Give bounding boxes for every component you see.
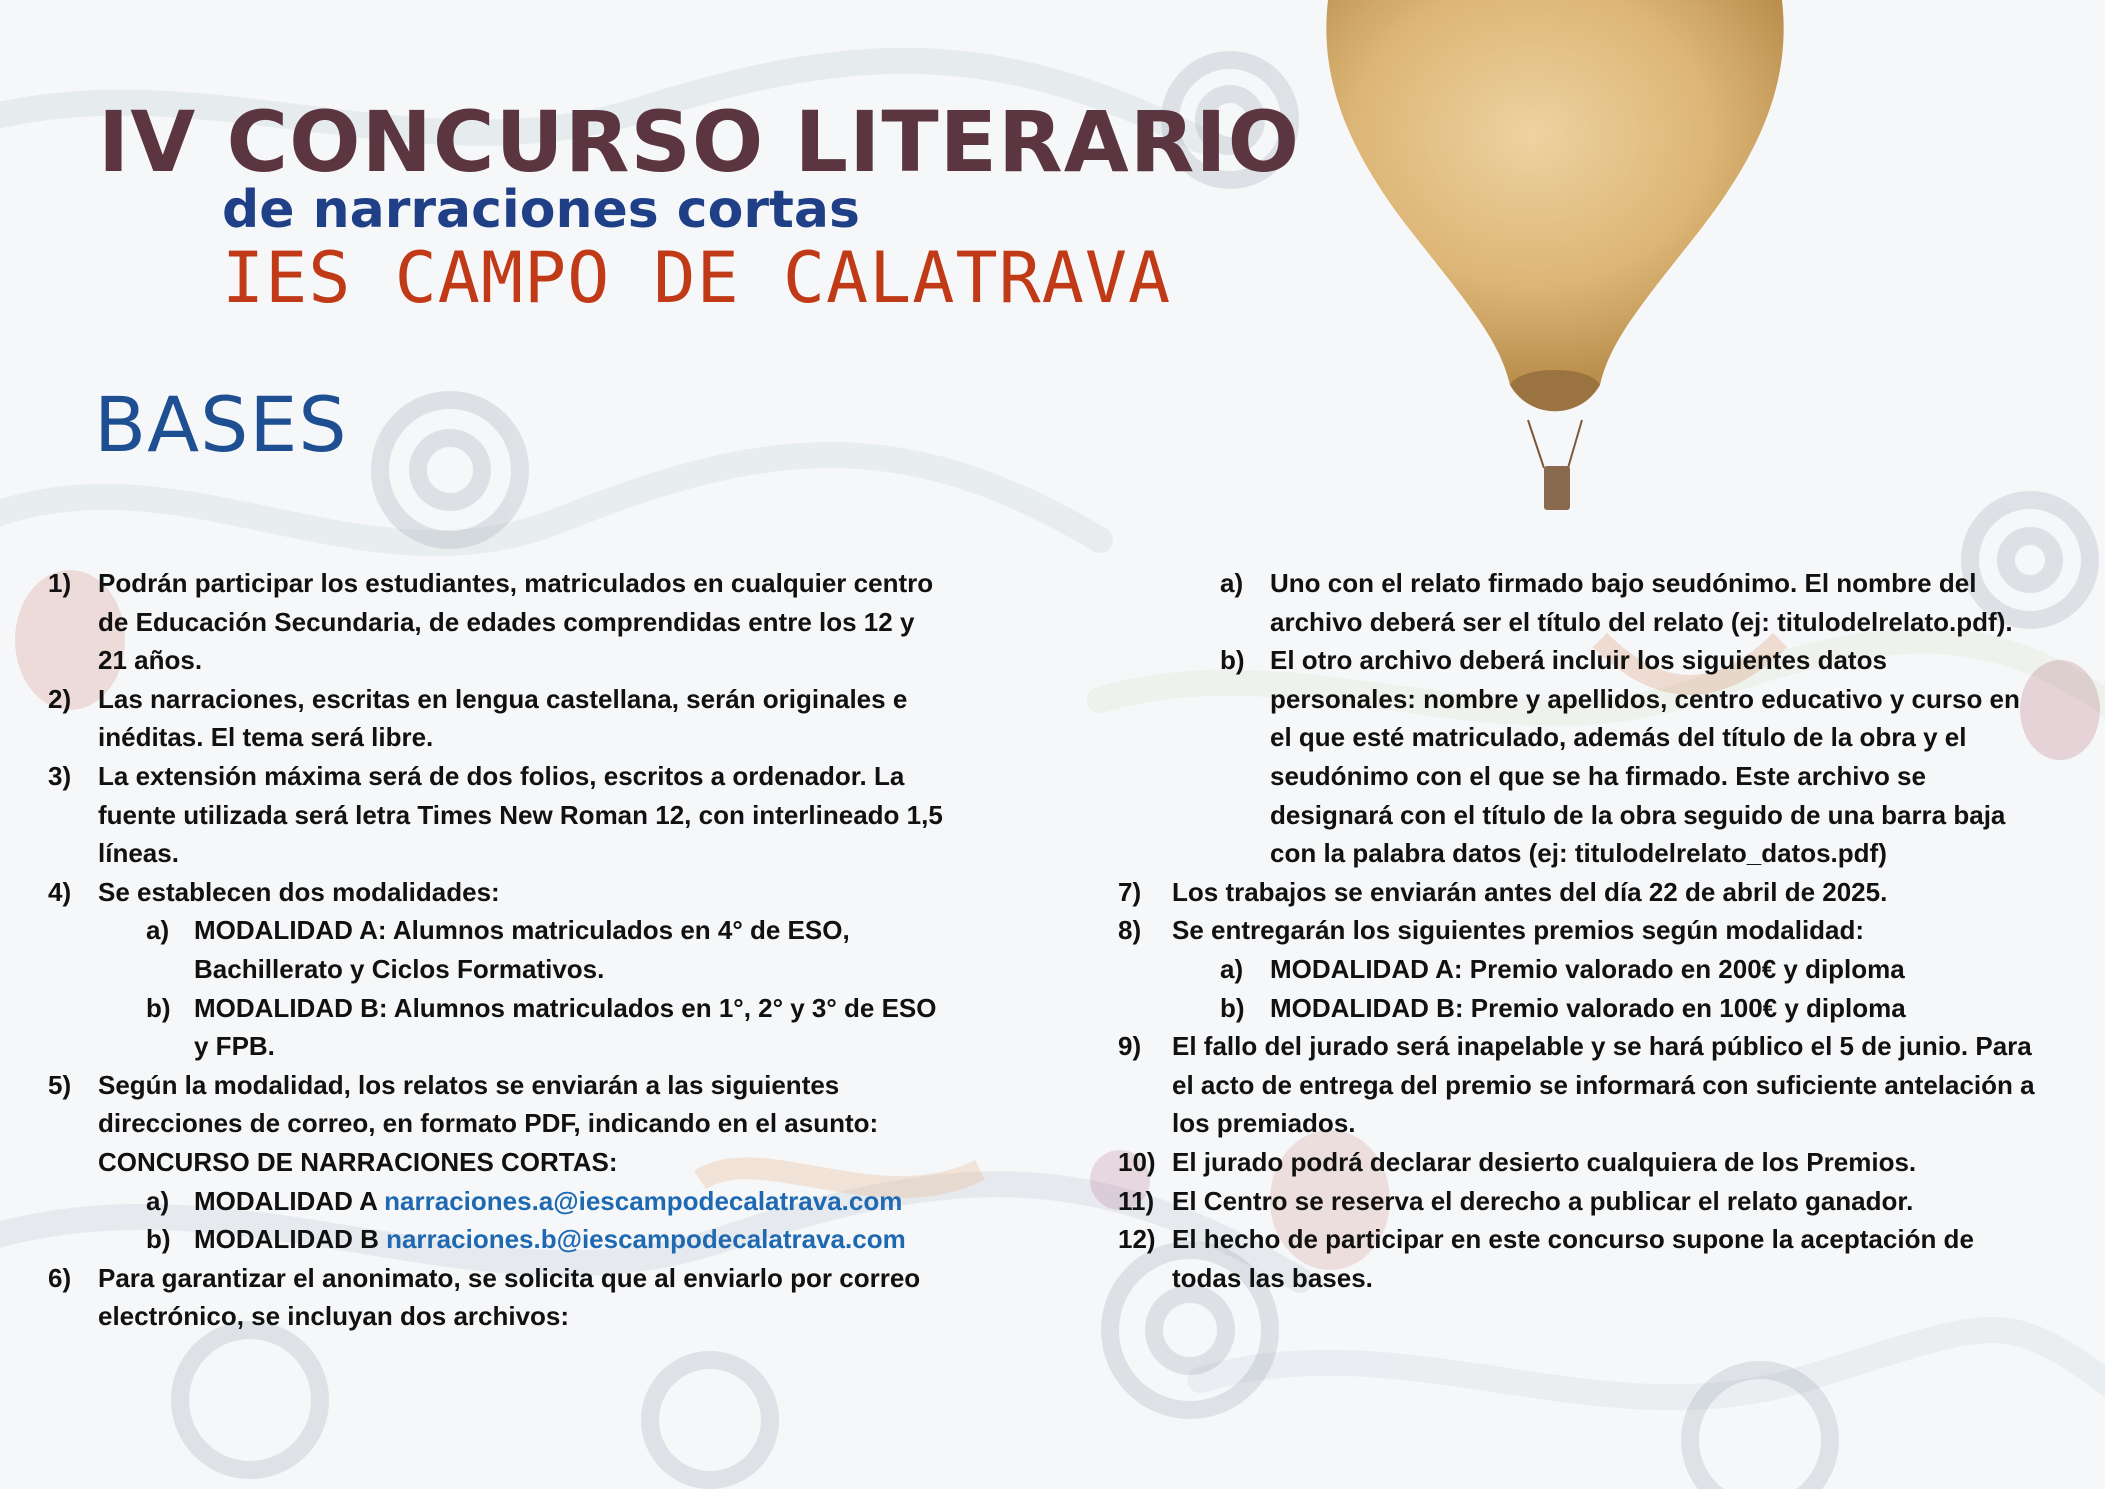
email-link-modalidad-a[interactable]: narraciones.a@iescampodecalatrava.com: [384, 1185, 903, 1216]
rule-9: [1118, 1027, 2038, 1143]
rule-text: Las narraciones, escritas en lengua castellana, serán originales e inéditas. El tema será libre.: [98, 683, 908, 753]
rule-11: [1118, 1182, 2038, 1221]
title-line-1: IV CONCURSO LITERARIO: [98, 93, 1301, 191]
rule-number: 9): [1118, 1031, 1142, 1062]
rule-number: 4): [48, 876, 72, 907]
rule-5-a: [48, 1182, 948, 1221]
rule-text: Según la modalidad, los relatos se enviarán a las siguientes direcciones de correo, en formato PDF, indicando en el asunto: CONCURSO DE NARRACIONES CORTAS:: [98, 1069, 879, 1177]
rule-5-b: [48, 1220, 948, 1259]
sub-rule-letter: b): [146, 992, 171, 1023]
rule-2: [48, 680, 948, 757]
rule-1: [48, 564, 948, 680]
rule-6-a: [1118, 564, 2038, 641]
rule-10: [1118, 1143, 2038, 1182]
rules-left-column: [48, 564, 948, 1336]
rule-number: 12): [1118, 1224, 1156, 1255]
section-heading: BASES: [94, 380, 348, 469]
rule-number: 1): [48, 568, 72, 598]
rule-text: El hecho de participar en este concurso supone la aceptación de todas las bases.: [1172, 1224, 1974, 1293]
sub-rule-letter: a): [146, 1185, 170, 1216]
rule-number: 8): [1118, 915, 1142, 946]
rule-8: [1118, 911, 2038, 950]
sub-rule-text: El otro archivo deberá incluir los siguientes datos personales: nombre y apellidos, centro educativo y curso en el que esté matriculado, además del título de la obra y el seudónimo con el que se ha firmado. Este archivo se designará con el título de la obra seguido de una barra baja con la palabra datos (ej: titulodelrelato_datos.pdf): [1270, 645, 2020, 869]
title-line-2: de narraciones cortas: [222, 180, 860, 240]
sub-rule-text: MODALIDAD B: Premio valorado en 100€ y diploma: [1270, 992, 1906, 1023]
sub-rule-text: Uno con el relato firmado bajo seudónimo. El nombre del archivo deberá ser el título del relato (ej: titulodelrelato.pdf).: [1270, 568, 2013, 637]
rule-number: 5): [48, 1069, 72, 1100]
sub-rule-letter: a): [146, 915, 170, 946]
title-line-3: IES CAMPO DE CALATRAVA: [222, 237, 1172, 319]
contest-title: [98, 93, 1301, 319]
sub-rule-label: MODALIDAD B: [194, 1224, 387, 1255]
rule-8-a: [1118, 950, 2038, 989]
sub-rule-text: MODALIDAD B: Alumnos matriculados en 1°, 2° y 3° de ESO y FPB.: [194, 992, 937, 1062]
rule-8-b: [1118, 989, 2038, 1028]
rule-text: Se entregarán los siguientes premios según modalidad:: [1172, 915, 1865, 946]
rule-text: Los trabajos se enviarán antes del día 22 de abril de 2025.: [1172, 876, 1888, 907]
rule-5: [48, 1066, 948, 1182]
hot-air-balloon-icon: [1300, 0, 1820, 520]
rule-number: 11): [1118, 1185, 1155, 1216]
rule-number: 3): [48, 760, 72, 791]
rule-4-b: [48, 989, 948, 1066]
sub-rule-letter: b): [146, 1224, 171, 1255]
rule-4: [48, 873, 948, 912]
sub-rule-letter: a): [1220, 568, 1244, 598]
rule-text: El fallo del jurado será inapelable y se hará público el 5 de junio. Para el acto de entrega del premio se informará con suficiente antelación a los premiados.: [1172, 1031, 2035, 1139]
email-link-modalidad-b[interactable]: narraciones.b@iescampodecalatrava.com: [386, 1224, 906, 1255]
rule-text: Para garantizar el anonimato, se solicita que al enviarlo por correo electrónico, se incluyan dos archivos:: [98, 1262, 921, 1332]
rule-text: El jurado podrá declarar desierto cualquiera de los Premios.: [1172, 1146, 1917, 1177]
rule-6-b: [1118, 641, 2038, 873]
rule-text: El Centro se reserva el derecho a publicar el relato ganador.: [1172, 1185, 1914, 1216]
rule-4-a: [48, 911, 948, 988]
rule-number: 7): [1118, 876, 1142, 907]
sub-rule-letter: b): [1220, 645, 1245, 676]
rule-number: 2): [48, 683, 72, 714]
rule-text: Se establecen dos modalidades:: [98, 876, 500, 907]
sub-rule-label: MODALIDAD A: [194, 1185, 385, 1216]
rule-text: Podrán participar los estudiantes, matriculados en cualquier centro de Educación Secundaria, de edades comprendidas entre los 12 y 21 años.: [98, 568, 934, 676]
rules-right-column: [1118, 564, 2038, 1297]
rule-text: La extensión máxima será de dos folios, escritos a ordenador. La fuente utilizada será letra Times New Roman 12, con interlineado 1,5 líneas.: [98, 760, 943, 869]
sub-rule-letter: a): [1220, 953, 1244, 984]
rule-6: [48, 1259, 948, 1336]
rule-number: 6): [48, 1262, 72, 1293]
rule-12: [1118, 1220, 2038, 1297]
sub-rule-text: MODALIDAD A: Premio valorado en 200€ y diploma: [1270, 953, 1905, 984]
rule-7: [1118, 873, 2038, 912]
sub-rule-text: MODALIDAD A: Alumnos matriculados en 4° de ESO, Bachillerato y Ciclos Formativos.: [194, 915, 850, 984]
rule-3: [48, 757, 948, 873]
rule-number: 10): [1118, 1146, 1156, 1177]
sub-rule-letter: b): [1220, 992, 1245, 1023]
